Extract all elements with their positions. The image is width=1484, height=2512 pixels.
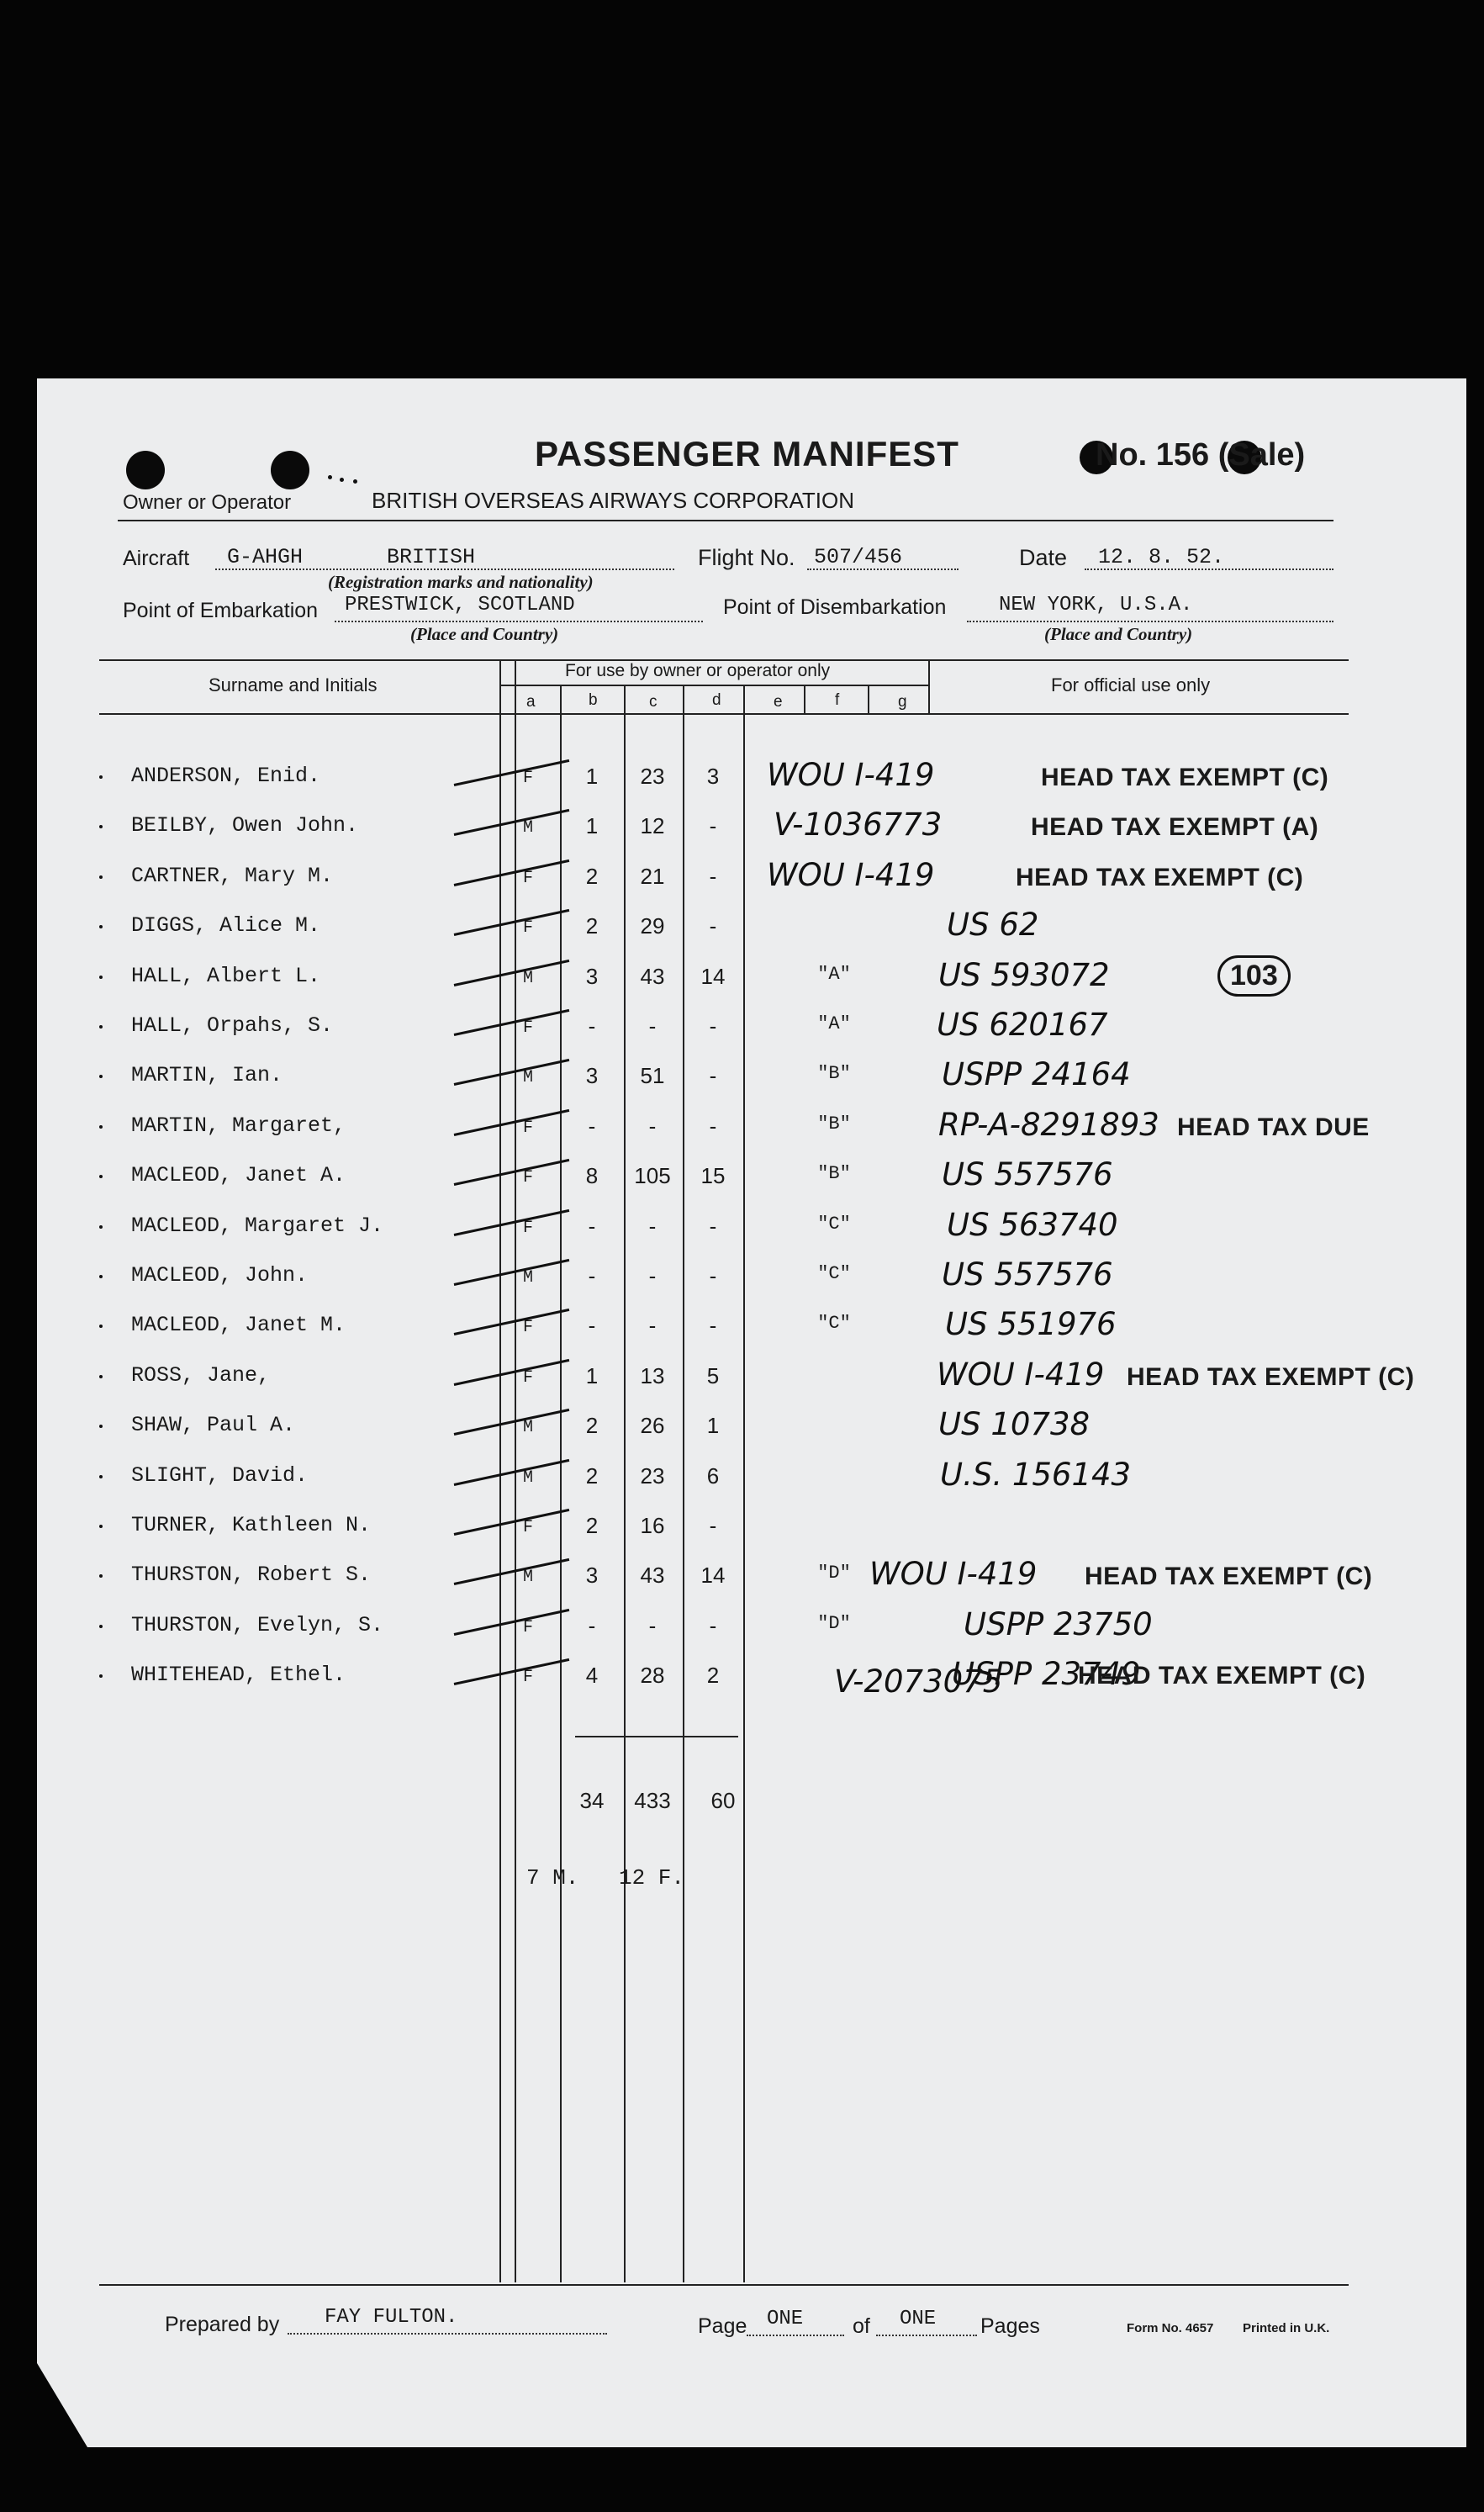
passenger-c: 43 (640, 964, 665, 989)
official-handwriting: RP-A-8291893 (938, 1107, 1159, 1143)
passenger-c: - (648, 1613, 657, 1638)
gender-count-m: 7 M. (526, 1865, 579, 1891)
passenger-sex: F (522, 1119, 533, 1138)
passenger-c: 26 (640, 1413, 665, 1438)
passenger-sex: F (522, 1668, 533, 1687)
official-handwriting: USPP 24164 (942, 1056, 1131, 1092)
sub-col-f: f (835, 691, 840, 709)
row-bullet (99, 775, 103, 779)
passenger-sex: F (522, 1168, 533, 1187)
passenger-b: 1 (585, 764, 599, 789)
passenger-sex: M (522, 1068, 533, 1087)
passenger-name: HALL, Albert L. (131, 964, 321, 988)
passenger-sex: M (522, 818, 533, 838)
footer-line (99, 2284, 1349, 2286)
row-bullet (99, 1674, 103, 1678)
passenger-sex: M (522, 1568, 533, 1587)
page-title: PASSENGER MANIFEST (535, 434, 959, 473)
flight-dots (807, 569, 959, 570)
passenger-c: - (648, 1214, 657, 1239)
passenger-name: TURNER, Kathleen N. (131, 1513, 372, 1537)
date-dots (1085, 569, 1333, 570)
passenger-group: "A" (817, 1013, 851, 1034)
passenger-c: 29 (640, 913, 665, 939)
passenger-name: ANDERSON, Enid. (131, 764, 321, 788)
passenger-name: MARTIN, Ian. (131, 1063, 283, 1087)
passenger-b: - (588, 1013, 596, 1039)
official-circled-number: 103 (1217, 955, 1291, 997)
passenger-name: MACLEOD, John. (131, 1263, 309, 1288)
passenger-d: - (709, 864, 717, 889)
passenger-d: 6 (706, 1463, 720, 1489)
official-handwriting: US 620167 (937, 1007, 1108, 1043)
passenger-b: - (588, 1313, 596, 1338)
passenger-group: "C" (817, 1214, 851, 1235)
passenger-b: 1 (585, 813, 599, 838)
col-divider (499, 659, 501, 2282)
passenger-b: 3 (585, 964, 599, 989)
aircraft-value: G-AHGH (227, 545, 304, 569)
passenger-d: - (709, 1513, 717, 1538)
official-handwriting: USPP 23749 (952, 1656, 1141, 1692)
page-label: Page (698, 2314, 747, 2338)
official-handwriting: WOU I-419 (869, 1556, 1038, 1592)
owner-label: Owner or Operator (123, 491, 292, 514)
manifest-number: No. 156 (Sale) (1096, 437, 1306, 473)
passenger-d: - (709, 1214, 717, 1239)
official-handwriting: V-1036773 (774, 806, 943, 843)
disembarkation-note: (Place and Country) (1044, 624, 1193, 644)
col-divider (624, 685, 626, 2282)
passenger-name: MARTIN, Margaret, (131, 1113, 346, 1138)
row-bullet (99, 1325, 103, 1328)
col-names-header: Surname and Initials (209, 674, 378, 695)
totals-line (575, 1736, 738, 1737)
disembarkation-dots (967, 621, 1333, 622)
passenger-b: 2 (585, 864, 599, 889)
passenger-c: 28 (640, 1663, 665, 1688)
passenger-c: 23 (640, 1463, 665, 1489)
aircraft-label: Aircraft (123, 547, 190, 570)
official-handwriting: US 62 (947, 907, 1039, 943)
passenger-d: - (709, 1313, 717, 1338)
passenger-sex: F (522, 1368, 533, 1388)
passenger-name: SLIGHT, David. (131, 1463, 309, 1488)
row-bullet (99, 1375, 103, 1378)
page-dots (747, 2335, 844, 2336)
passenger-name: BEILBY, Owen John. (131, 813, 359, 838)
col-divider (683, 685, 684, 2282)
official-handwriting-extra: V-2073075 (834, 1663, 1003, 1700)
passenger-c: 105 (634, 1163, 671, 1188)
official-handwriting: WOU I-419 (767, 757, 935, 793)
passenger-group: "A" (817, 964, 851, 985)
owner-line (118, 520, 1333, 521)
form-number: Form No. 4657 (1127, 2321, 1214, 2335)
aircraft-dots (215, 569, 674, 570)
passenger-d: 3 (706, 764, 720, 789)
official-handwriting: WOU I-419 (937, 1356, 1105, 1393)
punch-dot (340, 478, 344, 482)
official-stamp: HEAD TAX EXEMPT (A) (1031, 813, 1319, 841)
col-owner-header: For use by owner or operator only (565, 661, 831, 680)
passenger-name: ROSS, Jane, (131, 1363, 271, 1388)
passenger-name: MACLEOD, Janet M. (131, 1313, 346, 1337)
embarkation-value: PRESTWICK, SCOTLAND (345, 594, 575, 616)
printed-in: Printed in U.K. (1243, 2321, 1330, 2335)
total-c: 433 (634, 1788, 671, 1813)
row-bullet (99, 1625, 103, 1628)
passenger-b: 2 (585, 1413, 599, 1438)
passenger-c: 43 (640, 1563, 665, 1588)
row-bullet (99, 875, 103, 879)
of-value: ONE (900, 2308, 937, 2330)
passenger-b: 8 (585, 1163, 599, 1188)
passenger-b: 2 (585, 913, 599, 939)
col-divider (868, 685, 869, 713)
passenger-b: - (588, 1214, 596, 1239)
passenger-group: "D" (817, 1613, 851, 1634)
passenger-b: 4 (585, 1663, 599, 1688)
passenger-c: - (648, 1013, 657, 1039)
passenger-c: 51 (640, 1063, 665, 1088)
total-b: 34 (579, 1788, 605, 1813)
passenger-name: THURSTON, Robert S. (131, 1563, 372, 1587)
official-stamp: HEAD TAX DUE (1177, 1113, 1370, 1141)
passenger-d: 14 (700, 1563, 726, 1588)
official-handwriting: U.S. 156143 (940, 1457, 1132, 1493)
row-bullet (99, 1425, 103, 1428)
embarkation-dots (335, 621, 703, 622)
row-bullet (99, 1075, 103, 1078)
passenger-d: - (709, 1063, 717, 1088)
row-bullet (99, 1275, 103, 1278)
disembarkation-label: Point of Disembarkation (723, 595, 947, 619)
passenger-group: "C" (817, 1313, 851, 1334)
of-dots (876, 2335, 977, 2336)
aircraft-note: (Registration marks and nationality) (328, 572, 594, 592)
passenger-d: - (709, 1113, 717, 1139)
passenger-sex: F (522, 1018, 533, 1038)
passenger-sex: F (522, 1618, 533, 1637)
passenger-d: - (709, 1013, 717, 1039)
passenger-name: DIGGS, Alice M. (131, 913, 321, 938)
passenger-c: - (648, 1313, 657, 1338)
official-handwriting: US 551976 (945, 1306, 1117, 1342)
pages-label: Pages (980, 2314, 1040, 2338)
embarkation-note: (Place and Country) (410, 624, 559, 644)
passenger-c: 13 (640, 1363, 665, 1388)
passenger-c: - (648, 1113, 657, 1139)
total-d: 60 (710, 1788, 736, 1813)
passenger-d: - (709, 1613, 717, 1638)
official-handwriting: US 593072 (938, 957, 1110, 993)
aircraft-nationality: BRITISH (387, 545, 476, 569)
official-stamp: HEAD TAX EXEMPT (C) (1016, 864, 1304, 891)
passenger-d: 14 (700, 964, 726, 989)
official-handwriting: US 557576 (942, 1156, 1113, 1193)
col-divider (804, 685, 805, 713)
official-handwriting: US 563740 (947, 1207, 1118, 1243)
passenger-sex: F (522, 918, 533, 938)
passenger-sex: F (522, 869, 533, 888)
passenger-name: HALL, Orpahs, S. (131, 1013, 334, 1038)
passenger-sex: M (522, 1268, 533, 1288)
owner-value: BRITISH OVERSEAS AIRWAYS CORPORATION (372, 488, 855, 513)
disembarkation-value: NEW YORK, U.S.A. (999, 594, 1193, 616)
official-handwriting: US 557576 (942, 1256, 1113, 1293)
sub-col-c: c (649, 693, 658, 711)
flight-label: Flight No. (698, 545, 795, 570)
passenger-sex: F (522, 1318, 533, 1337)
sub-col-a: a (526, 693, 536, 711)
official-stamp-extra: HEAD TAX EXEMPT (C) (1078, 1662, 1366, 1690)
row-bullet (99, 976, 103, 979)
passenger-group: "D" (817, 1563, 851, 1584)
passenger-sex: F (522, 1219, 533, 1238)
official-handwriting: USPP 23750 (964, 1606, 1153, 1642)
passenger-sex: M (522, 1418, 533, 1437)
row-bullet (99, 1175, 103, 1178)
row-bullet (99, 1475, 103, 1478)
gender-count-f: 12 F. (619, 1865, 685, 1891)
passenger-name: THURSTON, Evelyn, S. (131, 1613, 384, 1637)
passenger-group: "B" (817, 1063, 851, 1084)
table-header-line (99, 713, 1349, 715)
col-divider (928, 659, 930, 713)
passenger-group: "B" (817, 1113, 851, 1134)
col-official-header: For official use only (1051, 674, 1211, 695)
passenger-sex: F (522, 769, 533, 788)
sub-col-b: b (589, 691, 598, 709)
row-bullet (99, 1025, 103, 1029)
passenger-b: - (588, 1263, 596, 1288)
passenger-b: - (588, 1613, 596, 1638)
passenger-d: - (709, 1263, 717, 1288)
passenger-b: 2 (585, 1463, 599, 1489)
punch-hole-left (126, 451, 165, 489)
sub-col-e: e (774, 693, 783, 711)
prepared-value: FAY FULTON. (325, 2306, 458, 2329)
punch-dot (353, 479, 357, 484)
sub-col-d: d (712, 691, 721, 709)
passenger-name: WHITEHEAD, Ethel. (131, 1663, 346, 1687)
official-stamp: HEAD TAX EXEMPT (C) (1085, 1563, 1373, 1590)
row-bullet (99, 925, 103, 928)
row-bullet (99, 1225, 103, 1229)
passenger-name: CARTNER, Mary M. (131, 864, 334, 888)
prepared-label: Prepared by (165, 2313, 280, 2336)
of-label: of (853, 2314, 870, 2338)
passenger-sex: M (522, 969, 533, 988)
punch-dot (328, 475, 332, 479)
passenger-c: 21 (640, 864, 665, 889)
row-bullet (99, 825, 103, 828)
passenger-name: SHAW, Paul A. (131, 1413, 296, 1437)
row-bullet (99, 1574, 103, 1578)
prepared-dots (288, 2333, 607, 2335)
row-bullet (99, 1125, 103, 1129)
row-bullet (99, 1525, 103, 1528)
passenger-d: - (709, 813, 717, 838)
passenger-c: 23 (640, 764, 665, 789)
flight-value: 507/456 (814, 545, 903, 569)
passenger-d: 1 (706, 1413, 720, 1438)
passenger-name: MACLEOD, Janet A. (131, 1163, 346, 1187)
col-divider (743, 685, 745, 2282)
passenger-b: 3 (585, 1563, 599, 1588)
passenger-name: MACLEOD, Margaret J. (131, 1214, 384, 1238)
passenger-c: 12 (640, 813, 665, 838)
official-stamp: HEAD TAX EXEMPT (C) (1041, 764, 1329, 791)
owner-subheader-line (501, 685, 930, 686)
official-handwriting: WOU I-419 (767, 857, 935, 893)
passenger-b: 3 (585, 1063, 599, 1088)
passenger-d: 15 (700, 1163, 726, 1188)
passenger-b: 2 (585, 1513, 599, 1538)
date-label: Date (1019, 545, 1068, 570)
passenger-group: "B" (817, 1163, 851, 1184)
col-divider (560, 685, 562, 2282)
passenger-sex: M (522, 1468, 533, 1488)
passenger-sex: F (522, 1518, 533, 1537)
passenger-d: - (709, 913, 717, 939)
passenger-b: 1 (585, 1363, 599, 1388)
passenger-c: 16 (640, 1513, 665, 1538)
embarkation-label: Point of Embarkation (123, 599, 319, 622)
sub-col-g: g (898, 693, 907, 711)
passenger-b: - (588, 1113, 596, 1139)
punch-hole-middle (271, 451, 309, 489)
passenger-d: 2 (706, 1663, 720, 1688)
official-stamp: HEAD TAX EXEMPT (C) (1127, 1363, 1415, 1391)
passenger-group: "C" (817, 1263, 851, 1284)
passenger-c: - (648, 1263, 657, 1288)
date-value: 12. 8. 52. (1098, 545, 1225, 569)
passenger-d: 5 (706, 1363, 720, 1388)
page-value: ONE (767, 2308, 804, 2330)
official-handwriting: US 10738 (938, 1406, 1091, 1442)
